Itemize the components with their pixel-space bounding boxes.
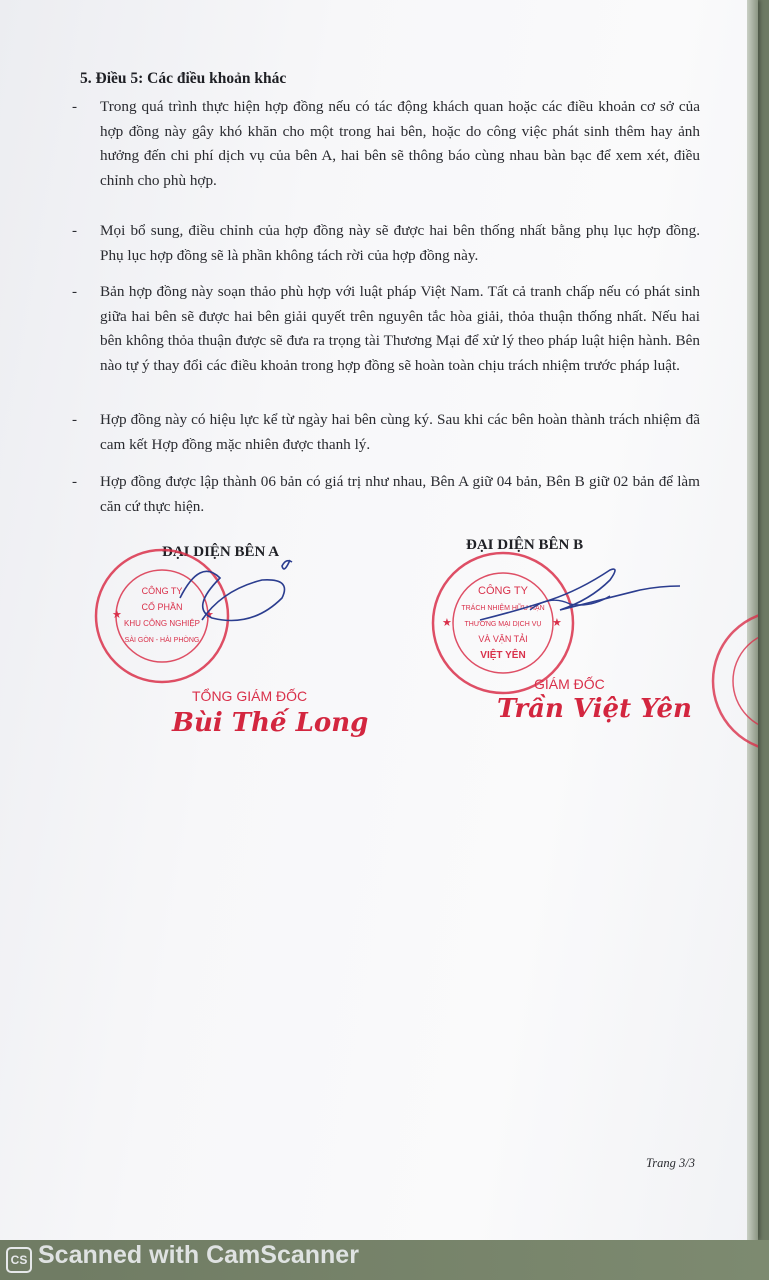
scanner-watermark: Scanned with CamScanner [38, 1241, 359, 1269]
clause-3 [72, 280, 700, 378]
section-heading: 5. Điều 5: Các điều khoản khác [80, 70, 287, 87]
svg-text:★: ★ [552, 617, 562, 629]
party-a-title: ĐẠI DIỆN BÊN A [162, 544, 280, 560]
clause-text: Mọi bổ sung, điều chỉnh của hợp đồng này sẽ được hai bên thống nhất bằng phụ lục hợp đồng. Phụ lục hợp đồng sẽ là phần không tách rời của hợp đồng này. [100, 222, 700, 264]
party-b-signature [470, 560, 690, 650]
seal-text: TRÁCH NHIỆM HỮU HẠN [461, 605, 545, 612]
seal-text: KHU CÔNG NGHIỆP [123, 619, 201, 628]
seal-text: CÔNG TY [141, 586, 183, 596]
clause-text: Bản hợp đồng này soạn thảo phù hợp với luật pháp Việt Nam. Tất cả tranh chấp nếu có phát sinh giữa hai bên sẽ được hai bên giải quyết trên nguyên tắc hòa giải, thỏa thuận thống nhất. Nếu hai bên không thỏa thuận được sẽ đưa ra trọng tài Thương Mại để xử lý theo pháp luật hiện hành. Bên nào tự ý thay đổi các điều khoản trong hợp đồng sẽ hoàn toàn chịu trách nhiệm trước pháp luật. [100, 283, 700, 374]
party-b-name: Trần Việt Yên [497, 694, 692, 724]
bullet-dash: - [72, 411, 78, 428]
seal-text: CỔ PHẦN [141, 602, 183, 612]
bullet-dash: - [72, 473, 78, 490]
page-number: Trang 3/3 [646, 1156, 695, 1170]
partial-seal-right-edge [708, 606, 758, 756]
seal-text: VÀ VẬN TẢI [478, 634, 528, 644]
clause-text: Hợp đồng được lập thành 06 bản có giá trị như nhau, Bên A giữ 04 bản, Bên B giữ 02 bản để làm căn cứ thực hiện. [100, 473, 700, 515]
clause-2 [72, 219, 700, 268]
party-b-title: ĐẠI DIỆN BÊN B [466, 537, 584, 553]
bullet-dash: - [72, 98, 78, 115]
seal-text: SÀI GÒN - HẢI PHÒNG [124, 637, 200, 644]
clause-text: Hợp đồng này có hiệu lực kể từ ngày hai bên cùng ký. Sau khi các bên hoàn thành trách nhiệm đã cam kết Hợp đồng mặc nhiên được thanh lý. [100, 411, 700, 453]
party-a-position: TỔNG GIÁM ĐỐC [192, 688, 308, 704]
svg-text:★: ★ [112, 609, 122, 621]
bullet-dash: - [72, 283, 78, 300]
svg-text:★: ★ [204, 609, 214, 621]
clause-1 [72, 95, 700, 193]
clause-text: Trong quá trình thực hiện hợp đồng nếu có tác động khách quan hoặc các điều khoản cơ sở của hợp đồng này gây khó khăn cho một trong hai bên, hoặc do công việc phát sinh thêm hay ảnh hưởng đến chi phí dịch vụ của bên A, hai bên sẽ thông báo cùng nhau bàn bạc để xem xét, điều chỉnh cho phù hợp. [100, 98, 700, 189]
seal-text: THƯƠNG MẠI DỊCH VỤ [464, 621, 542, 628]
svg-text:★: ★ [442, 617, 452, 629]
party-b-position: GIÁM ĐỐC [534, 676, 605, 692]
camscanner-logo-icon: CS [6, 1247, 32, 1273]
clause-5 [72, 470, 700, 519]
clause-4 [72, 408, 700, 457]
party-a-signature [150, 548, 300, 638]
seal-text: VIỆT YÊN [480, 650, 526, 661]
party-a-name: Bùi Thế Long [172, 708, 369, 738]
bullet-dash: - [72, 222, 78, 239]
seal-text: CÔNG TY [478, 585, 528, 597]
